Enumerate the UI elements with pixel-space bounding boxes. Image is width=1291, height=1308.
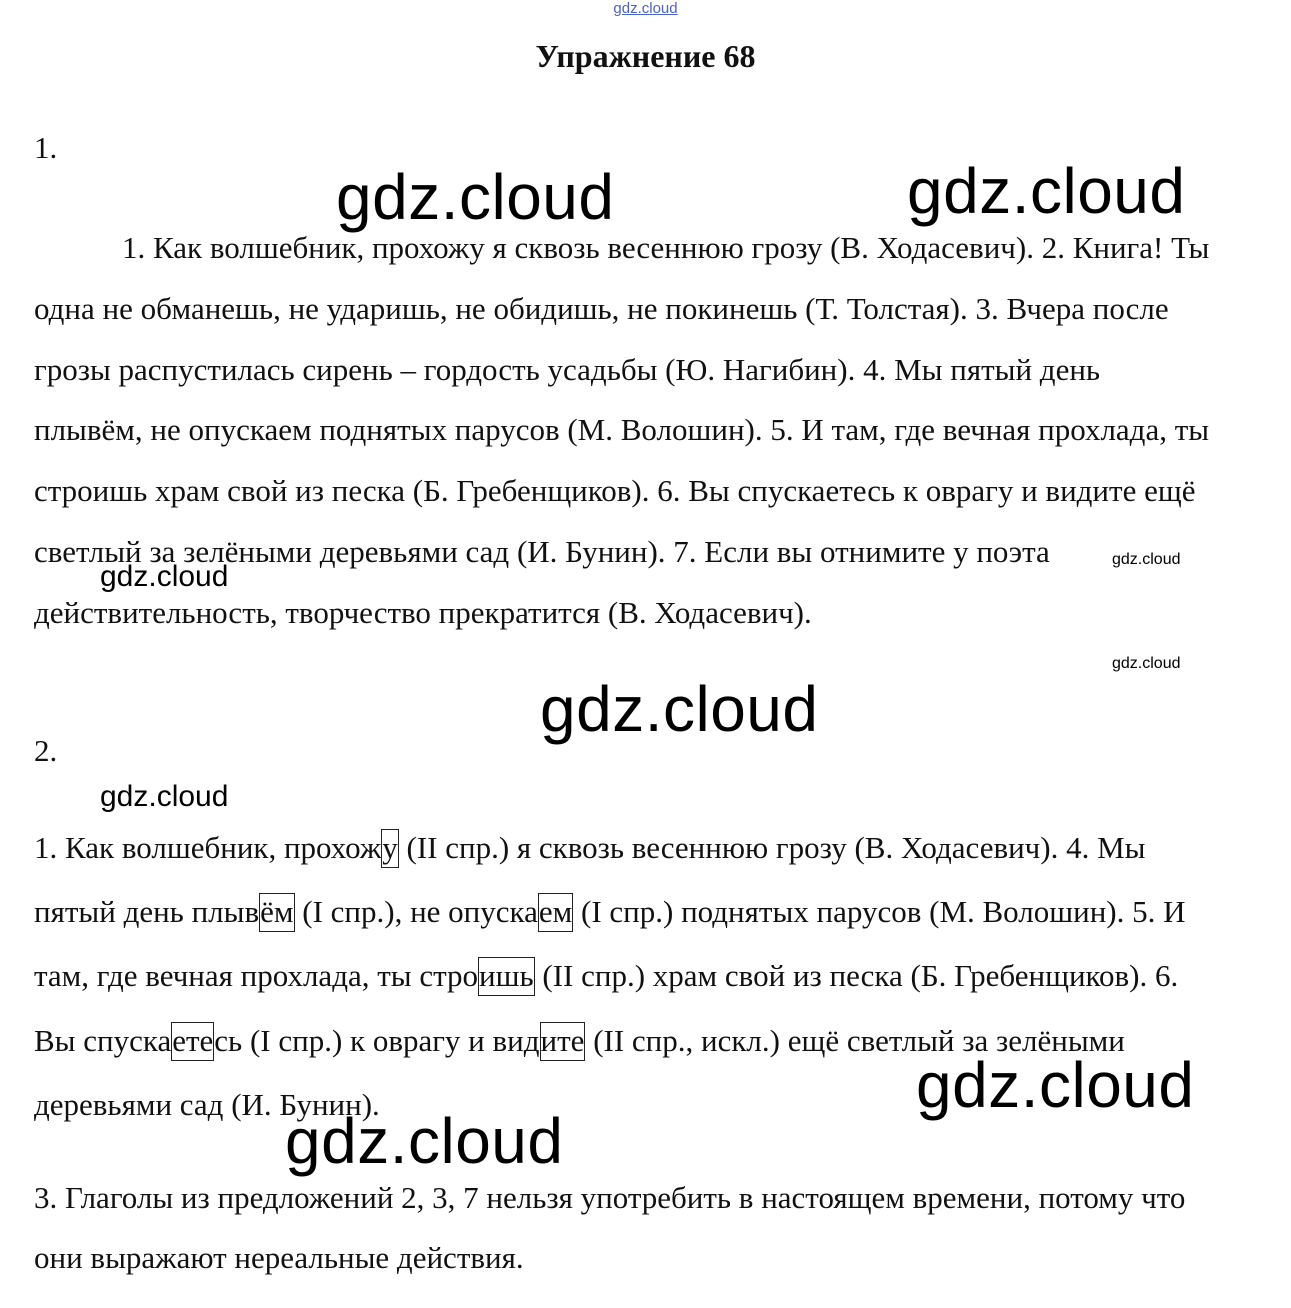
page-title: Упражнение 68 bbox=[535, 38, 756, 74]
watermark: gdz.cloud bbox=[540, 673, 819, 745]
section-2-number: 2. bbox=[34, 733, 58, 768]
analysis-text: (II спр.) я сквозь весеннюю грозу (В. Ходасевич). 4. Мы пятый день плыв bbox=[34, 830, 1146, 930]
analysis-text: (II спр., искл.) ещё светлый за зелёными деревьями сад (И. Бунин). bbox=[34, 1022, 1125, 1122]
analysis-text: (I спр.), не опуска bbox=[294, 894, 538, 930]
watermark: gdz.cloud bbox=[100, 780, 229, 813]
analysis-text: 1. Как волшебник, прохож bbox=[34, 830, 382, 865]
ending-highlight: ём bbox=[259, 893, 294, 932]
analysis-text: (II спр.) храм свой из песка (Б. Гребенщиков). 6. Вы спуска bbox=[34, 958, 1179, 1058]
analysis-text: сь (I спр.) к оврагу и вид bbox=[214, 1022, 540, 1058]
section-3-conclusion: 3. Глаголы из предложений 2, 3, 7 нельзя употребить в настоящем времени, потому что они выражают нереальные действия. bbox=[34, 1180, 1186, 1275]
watermark: gdz.cloud bbox=[285, 1105, 564, 1177]
analysis-text: (I спр.) поднятых парусов (М. Волошин). 5. И там, где вечная прохлада, ты стро bbox=[34, 894, 1186, 994]
ending-highlight: ишь bbox=[478, 957, 535, 996]
watermark: gdz.cloud bbox=[1112, 655, 1181, 672]
watermark: gdz.cloud bbox=[100, 560, 229, 593]
watermark: gdz.cloud bbox=[336, 161, 615, 233]
ending-highlight: ите bbox=[540, 1022, 586, 1061]
ending-highlight: у bbox=[381, 829, 399, 868]
section-1-number: 1. bbox=[34, 130, 58, 165]
watermark: gdz.cloud bbox=[907, 155, 1186, 227]
site-link[interactable]: gdz.cloud bbox=[613, 0, 678, 17]
watermark: gdz.cloud bbox=[1112, 551, 1181, 568]
section-1-sentences: 1. Как волшебник, прохожу я сквозь весеннюю грозу (В. Ходасевич). 2. Книга! Ты одна не обманешь, не ударишь, не обидишь, не покинешь (Т. Толстая). 3. Вчера после грозы распустилась сирень – гордость усадьбы (Ю. Нагибин). 4. Мы пятый день плывём, не опускаем поднятых парусов (М. Волошин). 5. И там, где вечная прохлада, ты строишь храм свой из песка (Б. Гребенщиков). 6. Вы спускаетесь к оврагу и видите ещё светлый за зелёными деревьями сад (И. Бунин). 7. Если вы отнимите у поэта действительность, творчество прекратится (В. Ходасевич). bbox=[34, 230, 1210, 630]
ending-highlight: ем bbox=[538, 893, 573, 932]
watermark: gdz.cloud bbox=[916, 1049, 1195, 1121]
ending-highlight: ете bbox=[171, 1022, 214, 1061]
section-2-conjugation-analysis bbox=[34, 816, 1214, 1137]
